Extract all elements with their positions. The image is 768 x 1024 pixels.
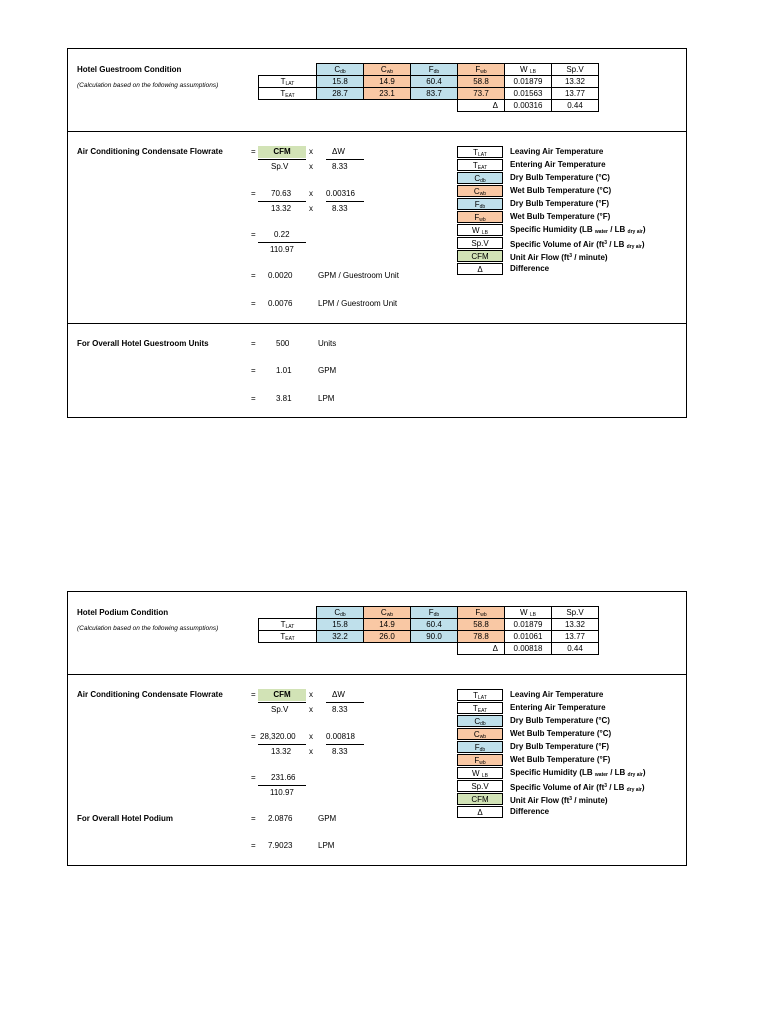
delta-row	[259, 643, 599, 655]
denominator-b: 8.33	[332, 204, 348, 213]
delta-w: 0.00818	[505, 643, 552, 655]
legend-key: $C_{db}$	[457, 172, 503, 184]
table-row	[259, 88, 599, 100]
delta-row	[259, 100, 599, 112]
table-row	[259, 631, 599, 643]
equals-sign: =	[251, 271, 256, 280]
cell-w: 0.01879	[505, 619, 552, 631]
table-row	[259, 76, 599, 88]
cell-cdb: 32.2	[317, 631, 364, 643]
denominator-b: 8.33	[332, 747, 348, 756]
overall-title: For Overall Hotel Guestroom Units	[77, 339, 209, 348]
legend-key: $C_{wb}$	[457, 728, 503, 740]
equals-sign: =	[251, 841, 256, 850]
legend-key: $C_{wb}$	[457, 185, 503, 197]
delta-w-term: ΔW	[332, 147, 345, 156]
legend-label: Entering Air Temperature	[510, 703, 606, 712]
header-fdb: $F_{db}$	[411, 607, 458, 619]
flowrate-title: Air Conditioning Condensate Flowrate	[77, 690, 223, 699]
result-unit: LPM / Guestroom Unit	[318, 299, 398, 308]
legend-key: Sp.V	[457, 237, 503, 249]
times-sign: x	[309, 747, 313, 756]
equals-sign: =	[251, 814, 256, 823]
delta-symbol: Δ	[458, 100, 505, 112]
flowrate-title: Air Conditioning Condensate Flowrate	[77, 147, 223, 156]
legend-label: Difference	[510, 807, 550, 816]
cell-w: 0.01563	[505, 88, 552, 100]
overall-unit: LPM	[318, 841, 335, 850]
legend-label: Difference	[510, 264, 550, 273]
delta-spv: 0.44	[552, 643, 599, 655]
times-sign: x	[309, 189, 313, 198]
overall-title: For Overall Hotel Podium	[77, 814, 174, 823]
numerator-a: 28,320.00	[260, 732, 296, 741]
cell-fwb: 58.8	[458, 76, 505, 88]
row-label: $T_{EAT}$	[259, 631, 317, 643]
equals-sign: =	[251, 339, 256, 348]
legend-label: Unit Air Flow ($ft^3$ / minute)	[510, 253, 608, 262]
header-row	[259, 607, 599, 619]
equals-sign: =	[251, 690, 256, 699]
numerator-a: 70.63	[271, 189, 292, 198]
legend-label: Dry Bulb Temperature (°C)	[510, 173, 610, 182]
assumption-note: (Calculation based on the following assumptions)	[77, 82, 219, 89]
overall-unit: LPM	[318, 394, 335, 403]
legend-label: Specific Humidity (LB $_{water}$ / LB $_{dry air}$)	[510, 768, 646, 778]
times-sign: x	[309, 147, 313, 156]
overall-value: 7.9023	[268, 841, 293, 850]
equals-sign: =	[251, 394, 256, 403]
cell-fwb: 58.8	[458, 619, 505, 631]
denominator-b: 8.33	[332, 705, 348, 714]
header-w: W $_{LB}$	[505, 64, 552, 76]
cell-fdb: 60.4	[411, 619, 458, 631]
legend-key: W $_{LB}$	[457, 767, 503, 779]
times-sign: x	[309, 162, 313, 171]
equals-sign: =	[251, 299, 256, 308]
header-row	[259, 64, 599, 76]
denominator-a: 13.32	[271, 747, 292, 756]
equals-sign: =	[251, 773, 256, 782]
condition-table	[258, 606, 599, 655]
cell-cwb: 14.9	[364, 76, 411, 88]
overall-unit: GPM	[318, 814, 337, 823]
table-row	[259, 619, 599, 631]
numerator-b: 0.00316	[326, 189, 355, 198]
divider	[68, 131, 686, 132]
legend-key: $T_{EAT}$	[457, 702, 503, 714]
cfm-chip: CFM	[258, 689, 306, 701]
legend-key: CFM	[457, 250, 503, 262]
result-value: 0.0076	[268, 299, 293, 308]
section-title: Hotel Guestroom Condition	[77, 65, 182, 74]
legend-key: W $_{LB}$	[457, 224, 503, 236]
delta-spv: 0.44	[552, 100, 599, 112]
result-value: 0.0020	[268, 271, 293, 280]
numerator-a: 0.22	[274, 230, 290, 239]
legend-key: $T_{LAT}$	[457, 689, 503, 701]
cell-fdb: 83.7	[411, 88, 458, 100]
fraction-line	[326, 159, 364, 160]
cell-w: 0.01879	[505, 76, 552, 88]
guestroom-panel	[67, 48, 687, 418]
cell-w: 0.01061	[505, 631, 552, 643]
legend-key: $F_{db}$	[457, 198, 503, 210]
legend-label: Wet Bulb Temperature (°C)	[510, 186, 612, 195]
header-fwb: $F_{wb}$	[458, 607, 505, 619]
divider	[68, 323, 686, 324]
legend-label: Wet Bulb Temperature (°F)	[510, 755, 611, 764]
legend-label: Specific Volume of Air ($ft^3$ / LB $_{dry air}$)	[510, 240, 645, 250]
assumption-note: (Calculation based on the following assumptions)	[77, 625, 219, 632]
legend-key: $T_{LAT}$	[457, 146, 503, 158]
cell-cdb: 28.7	[317, 88, 364, 100]
header-fdb: $F_{db}$	[411, 64, 458, 76]
row-label: $T_{LAT}$	[259, 619, 317, 631]
header-cdb: $C_{db}$	[317, 607, 364, 619]
legend-key: Δ	[457, 806, 503, 818]
overall-unit: GPM	[318, 366, 337, 375]
fraction-line	[258, 201, 306, 202]
overall-value: 3.81	[276, 394, 292, 403]
cell-spv: 13.32	[552, 619, 599, 631]
legend-label: Specific Volume of Air ($ft^3$ / LB $_{dry air}$)	[510, 783, 645, 793]
denominator-a: Sp.V	[271, 705, 289, 714]
times-sign: x	[309, 690, 313, 699]
overall-value: 1.01	[276, 366, 292, 375]
legend-label: Specific Humidity (LB $_{water}$ / LB $_{dry air}$)	[510, 225, 646, 235]
legend-label: Leaving Air Temperature	[510, 147, 604, 156]
times-sign: x	[309, 732, 313, 741]
equals-sign: =	[251, 366, 256, 375]
row-label: $T_{LAT}$	[259, 76, 317, 88]
cell-cdb: 15.8	[317, 76, 364, 88]
cell-fwb: 78.8	[458, 631, 505, 643]
equals-sign: =	[251, 732, 256, 741]
equals-sign: =	[251, 147, 256, 156]
cell-cwb: 23.1	[364, 88, 411, 100]
denominator-a: 13.32	[271, 204, 292, 213]
denominator-a: 110.97	[270, 245, 294, 254]
legend-label: Unit Air Flow ($ft^3$ / minute)	[510, 796, 608, 805]
cell-fwb: 73.7	[458, 88, 505, 100]
podium-panel	[67, 591, 687, 866]
denominator-a: Sp.V	[271, 162, 289, 171]
legend-label: Wet Bulb Temperature (°C)	[510, 729, 612, 738]
divider	[68, 674, 686, 675]
fraction-line	[258, 744, 306, 745]
legend-key: $F_{db}$	[457, 741, 503, 753]
legend-key: $F_{wb}$	[457, 754, 503, 766]
section-title: Hotel Podium Condition	[77, 608, 169, 617]
fraction-line	[326, 201, 364, 202]
fraction-line	[258, 702, 306, 703]
fraction-line	[326, 702, 364, 703]
delta-w: 0.00316	[505, 100, 552, 112]
header-spv: Sp.V	[552, 64, 599, 76]
legend-label: Wet Bulb Temperature (°F)	[510, 212, 611, 221]
cfm-chip: CFM	[258, 146, 306, 158]
fraction-line	[258, 159, 306, 160]
header-cdb: $C_{db}$	[317, 64, 364, 76]
legend-key: $C_{db}$	[457, 715, 503, 727]
overall-value: 500	[276, 339, 290, 348]
result-unit: GPM / Guestroom Unit	[318, 271, 399, 280]
header-fwb: $F_{wb}$	[458, 64, 505, 76]
overall-unit: Units	[318, 339, 337, 348]
legend-key: $T_{EAT}$	[457, 159, 503, 171]
delta-symbol: Δ	[458, 643, 505, 655]
legend-key: Δ	[457, 263, 503, 275]
legend-key: CFM	[457, 793, 503, 805]
numerator-b: 0.00818	[326, 732, 355, 741]
cell-cdb: 15.8	[317, 619, 364, 631]
fraction-line	[258, 242, 306, 243]
legend-key: Sp.V	[457, 780, 503, 792]
fraction-line	[258, 785, 306, 786]
cell-cwb: 14.9	[364, 619, 411, 631]
header-cwb: $C_{wb}$	[364, 64, 411, 76]
legend	[457, 146, 677, 286]
times-sign: x	[309, 705, 313, 714]
cell-spv: 13.32	[552, 76, 599, 88]
legend-label: Dry Bulb Temperature (°C)	[510, 716, 610, 725]
legend-label: Dry Bulb Temperature (°F)	[510, 199, 610, 208]
overall-value: 2.0876	[268, 814, 293, 823]
legend-key: $F_{wb}$	[457, 211, 503, 223]
cell-spv: 13.77	[552, 88, 599, 100]
legend-label: Entering Air Temperature	[510, 160, 606, 169]
cell-spv: 13.77	[552, 631, 599, 643]
legend-label: Leaving Air Temperature	[510, 690, 604, 699]
header-cwb: $C_{wb}$	[364, 607, 411, 619]
times-sign: x	[309, 204, 313, 213]
delta-w-term: ΔW	[332, 690, 345, 699]
denominator-a: 110.97	[270, 788, 294, 797]
numerator-a: 231.66	[271, 773, 296, 782]
row-label: $T_{EAT}$	[259, 88, 317, 100]
condition-table	[258, 63, 599, 112]
cell-cwb: 26.0	[364, 631, 411, 643]
cell-fdb: 90.0	[411, 631, 458, 643]
header-spv: Sp.V	[552, 607, 599, 619]
legend-label: Dry Bulb Temperature (°F)	[510, 742, 610, 751]
legend	[457, 689, 677, 829]
cell-fdb: 60.4	[411, 76, 458, 88]
fraction-line	[326, 744, 364, 745]
header-w: W $_{LB}$	[505, 607, 552, 619]
equals-sign: =	[251, 230, 256, 239]
denominator-b: 8.33	[332, 162, 348, 171]
equals-sign: =	[251, 189, 256, 198]
